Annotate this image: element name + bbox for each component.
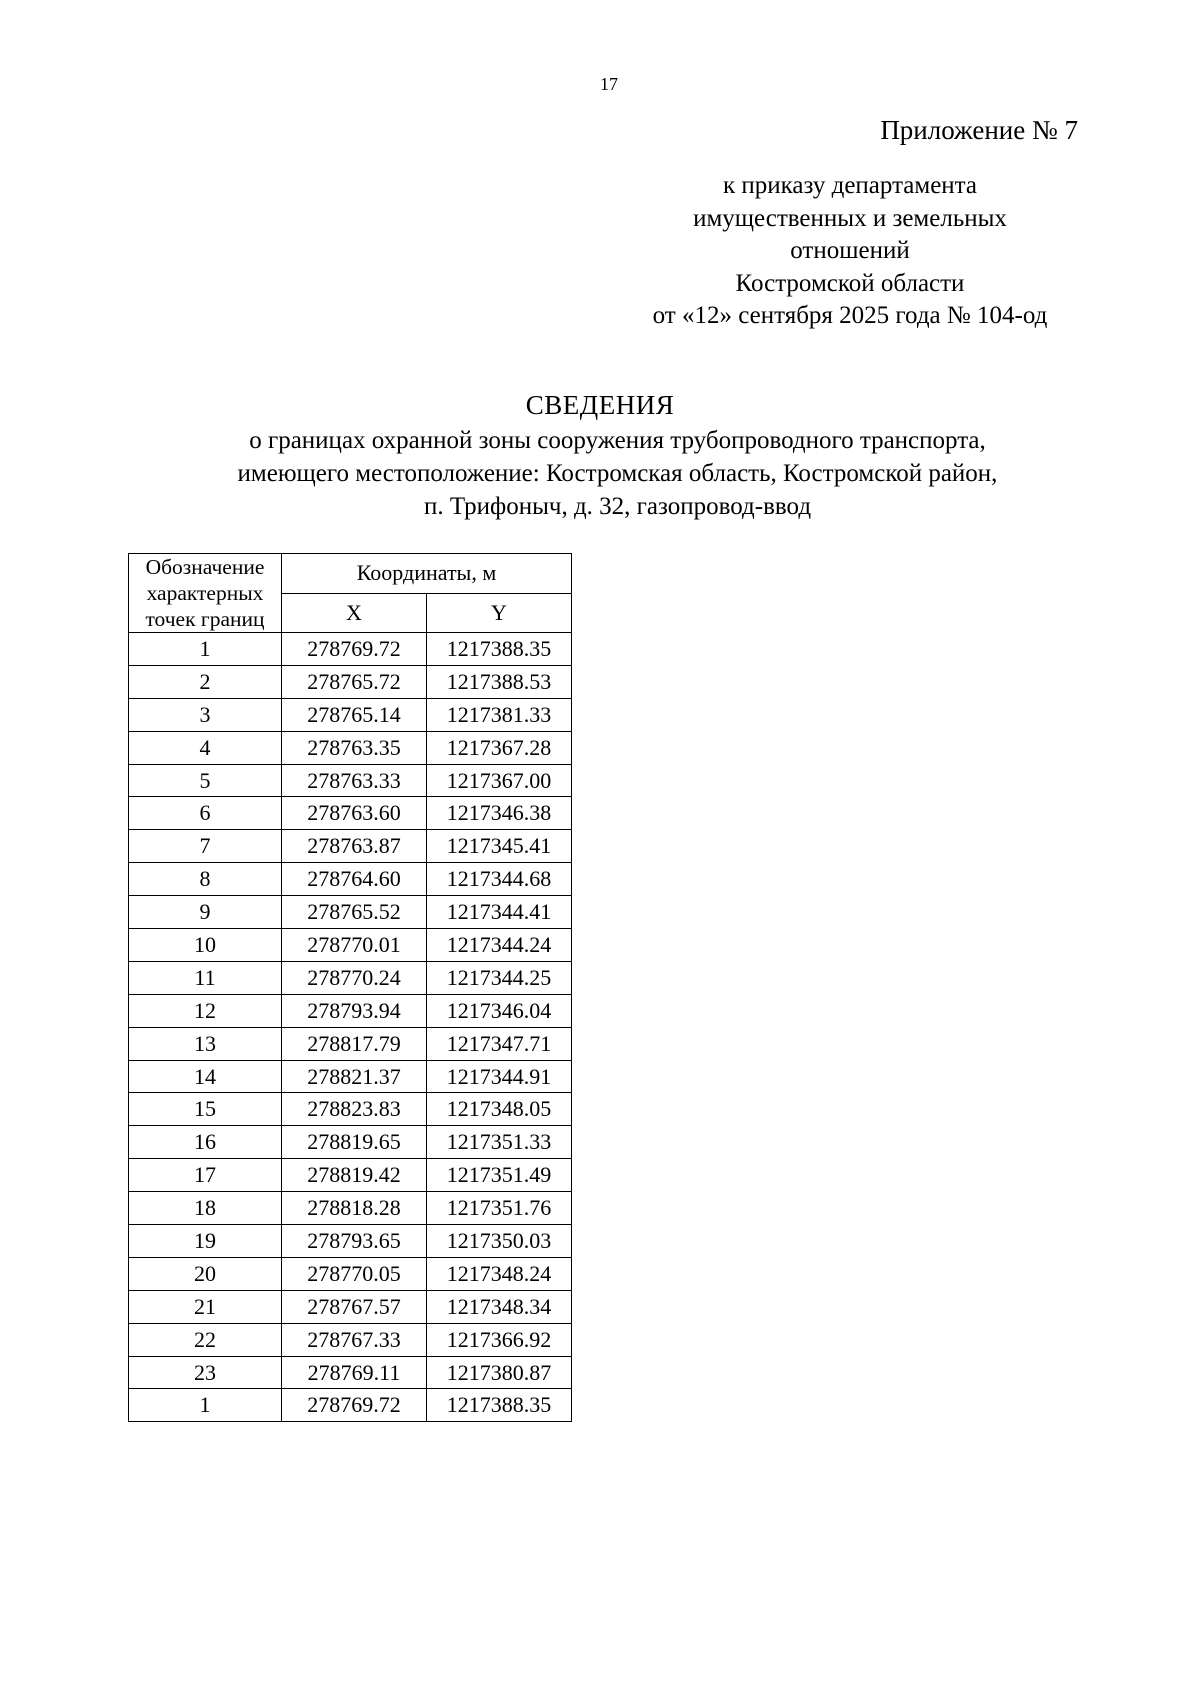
y-coordinate-cell: 1217381.33 bbox=[427, 698, 572, 731]
point-number-cell: 13 bbox=[129, 1027, 282, 1060]
order-line: от «12» сентября 2025 года № 104-од bbox=[652, 302, 1048, 329]
y-coordinate-cell: 1217367.00 bbox=[427, 764, 572, 797]
point-number-cell: 2 bbox=[129, 665, 282, 698]
table-row bbox=[129, 731, 572, 764]
y-coordinate-cell: 1217388.53 bbox=[427, 665, 572, 698]
y-coordinate-cell: 1217344.68 bbox=[427, 863, 572, 896]
x-coordinate-cell: 278819.42 bbox=[282, 1159, 427, 1192]
y-coordinate-cell: 1217345.41 bbox=[427, 830, 572, 863]
table-row bbox=[129, 1356, 572, 1389]
point-number-cell: 3 bbox=[129, 698, 282, 731]
x-coordinate-cell: 278823.83 bbox=[282, 1093, 427, 1126]
table-row bbox=[129, 929, 572, 962]
table-row bbox=[129, 698, 572, 731]
y-coordinate-cell: 1217348.05 bbox=[427, 1093, 572, 1126]
x-coordinate-cell: 278770.01 bbox=[282, 929, 427, 962]
y-coordinate-cell: 1217344.91 bbox=[427, 1060, 572, 1093]
y-coordinate-cell: 1217367.28 bbox=[427, 731, 572, 764]
table-row bbox=[129, 994, 572, 1027]
table-row bbox=[129, 1060, 572, 1093]
y-coordinate-cell: 1217348.34 bbox=[427, 1290, 572, 1323]
x-coordinate-cell: 278769.72 bbox=[282, 633, 427, 666]
y-header: Y bbox=[427, 593, 572, 633]
point-number-cell: 14 bbox=[129, 1060, 282, 1093]
x-coordinate-cell: 278818.28 bbox=[282, 1192, 427, 1225]
x-coordinate-cell: 278765.52 bbox=[282, 896, 427, 929]
table-row bbox=[129, 633, 572, 666]
x-coordinate-cell: 278819.65 bbox=[282, 1126, 427, 1159]
page-number: 17 bbox=[600, 74, 618, 94]
table-row bbox=[129, 665, 572, 698]
table-row bbox=[129, 1093, 572, 1126]
y-coordinate-cell: 1217388.35 bbox=[427, 1389, 572, 1422]
point-number-cell: 11 bbox=[129, 961, 282, 994]
table-row bbox=[129, 1257, 572, 1290]
table-row bbox=[129, 830, 572, 863]
point-number-cell: 1 bbox=[129, 1389, 282, 1422]
point-number-cell: 22 bbox=[129, 1323, 282, 1356]
x-coordinate-cell: 278769.11 bbox=[282, 1356, 427, 1389]
order-line: к приказу департамента bbox=[722, 172, 978, 199]
document-heading: СВЕДЕНИЯ bbox=[525, 390, 675, 420]
y-coordinate-cell: 1217351.76 bbox=[427, 1192, 572, 1225]
point-number-cell: 7 bbox=[129, 830, 282, 863]
table-row bbox=[129, 797, 572, 830]
x-coordinate-cell: 278817.79 bbox=[282, 1027, 427, 1060]
y-coordinate-cell: 1217348.24 bbox=[427, 1257, 572, 1290]
point-number-cell: 16 bbox=[129, 1126, 282, 1159]
y-coordinate-cell: 1217347.71 bbox=[427, 1027, 572, 1060]
y-coordinate-cell: 1217344.25 bbox=[427, 961, 572, 994]
y-coordinate-cell: 1217380.87 bbox=[427, 1356, 572, 1389]
x-coordinate-cell: 278793.65 bbox=[282, 1225, 427, 1258]
point-header-line: характерных bbox=[146, 581, 264, 605]
point-number-cell: 9 bbox=[129, 896, 282, 929]
x-coordinate-cell: 278821.37 bbox=[282, 1060, 427, 1093]
point-number-cell: 10 bbox=[129, 929, 282, 962]
point-header bbox=[129, 554, 282, 633]
x-coordinate-cell: 278763.87 bbox=[282, 830, 427, 863]
x-coordinate-cell: 278793.94 bbox=[282, 994, 427, 1027]
x-coordinate-cell: 278765.14 bbox=[282, 698, 427, 731]
table-row bbox=[129, 1159, 572, 1192]
point-number-cell: 17 bbox=[129, 1159, 282, 1192]
order-line: имущественных и земельных bbox=[693, 204, 1007, 232]
table-row bbox=[129, 863, 572, 896]
table-row bbox=[129, 1290, 572, 1323]
table-row bbox=[129, 1126, 572, 1159]
x-coordinate-cell: 278769.72 bbox=[282, 1389, 427, 1422]
point-number-cell: 18 bbox=[129, 1192, 282, 1225]
table-row bbox=[129, 896, 572, 929]
x-coordinate-cell: 278763.35 bbox=[282, 731, 427, 764]
y-coordinate-cell: 1217344.24 bbox=[427, 929, 572, 962]
subheading-line: о границах охранной зоны сооружения трубопроводного транспорта, bbox=[249, 427, 986, 454]
x-coordinate-cell: 278763.33 bbox=[282, 764, 427, 797]
x-coordinate-cell: 278767.57 bbox=[282, 1290, 427, 1323]
point-number-cell: 15 bbox=[129, 1093, 282, 1126]
coordinates-table bbox=[128, 553, 572, 1422]
point-header-line: Обозначение bbox=[145, 555, 265, 579]
y-coordinate-cell: 1217346.38 bbox=[427, 797, 572, 830]
y-coordinate-cell: 1217351.49 bbox=[427, 1159, 572, 1192]
table-row bbox=[129, 961, 572, 994]
y-coordinate-cell: 1217344.41 bbox=[427, 896, 572, 929]
x-coordinate-cell: 278767.33 bbox=[282, 1323, 427, 1356]
table-row bbox=[129, 1192, 572, 1225]
y-coordinate-cell: 1217350.03 bbox=[427, 1225, 572, 1258]
table-body bbox=[129, 633, 572, 1422]
annex-title: Приложение № 7 bbox=[880, 115, 1078, 145]
order-line: отношений bbox=[790, 237, 910, 264]
order-reference bbox=[600, 170, 1100, 333]
subheading-line: имеющего местоположение: Костромская область, Костромской район, bbox=[237, 460, 998, 487]
table-row bbox=[129, 764, 572, 797]
table-row bbox=[129, 1323, 572, 1356]
point-number-cell: 20 bbox=[129, 1257, 282, 1290]
subheading-line: п. Трифоныч, д. 32, газопровод-ввод bbox=[423, 493, 812, 520]
y-coordinate-cell: 1217388.35 bbox=[427, 633, 572, 666]
y-coordinate-cell: 1217366.92 bbox=[427, 1323, 572, 1356]
point-number-cell: 6 bbox=[129, 797, 282, 830]
point-number-cell: 23 bbox=[129, 1356, 282, 1389]
x-coordinate-cell: 278770.24 bbox=[282, 961, 427, 994]
point-number-cell: 4 bbox=[129, 731, 282, 764]
x-header: X bbox=[282, 593, 427, 633]
y-coordinate-cell: 1217346.04 bbox=[427, 994, 572, 1027]
point-number-cell: 21 bbox=[129, 1290, 282, 1323]
point-number-cell: 1 bbox=[129, 633, 282, 666]
x-coordinate-cell: 278765.72 bbox=[282, 665, 427, 698]
x-coordinate-cell: 278770.05 bbox=[282, 1257, 427, 1290]
order-line: Костромской области bbox=[735, 269, 965, 297]
table-row bbox=[129, 1225, 572, 1258]
y-coordinate-cell: 1217351.33 bbox=[427, 1126, 572, 1159]
document-subheading bbox=[100, 424, 1135, 523]
point-number-cell: 19 bbox=[129, 1225, 282, 1258]
x-coordinate-cell: 278764.60 bbox=[282, 863, 427, 896]
point-number-cell: 12 bbox=[129, 994, 282, 1027]
x-coordinate-cell: 278763.60 bbox=[282, 797, 427, 830]
point-number-cell: 5 bbox=[129, 764, 282, 797]
point-number-cell: 8 bbox=[129, 863, 282, 896]
table-row bbox=[129, 1027, 572, 1060]
coords-header: Координаты, м bbox=[282, 554, 572, 594]
table-row bbox=[129, 1389, 572, 1422]
point-header-line: точек границ bbox=[145, 607, 265, 631]
